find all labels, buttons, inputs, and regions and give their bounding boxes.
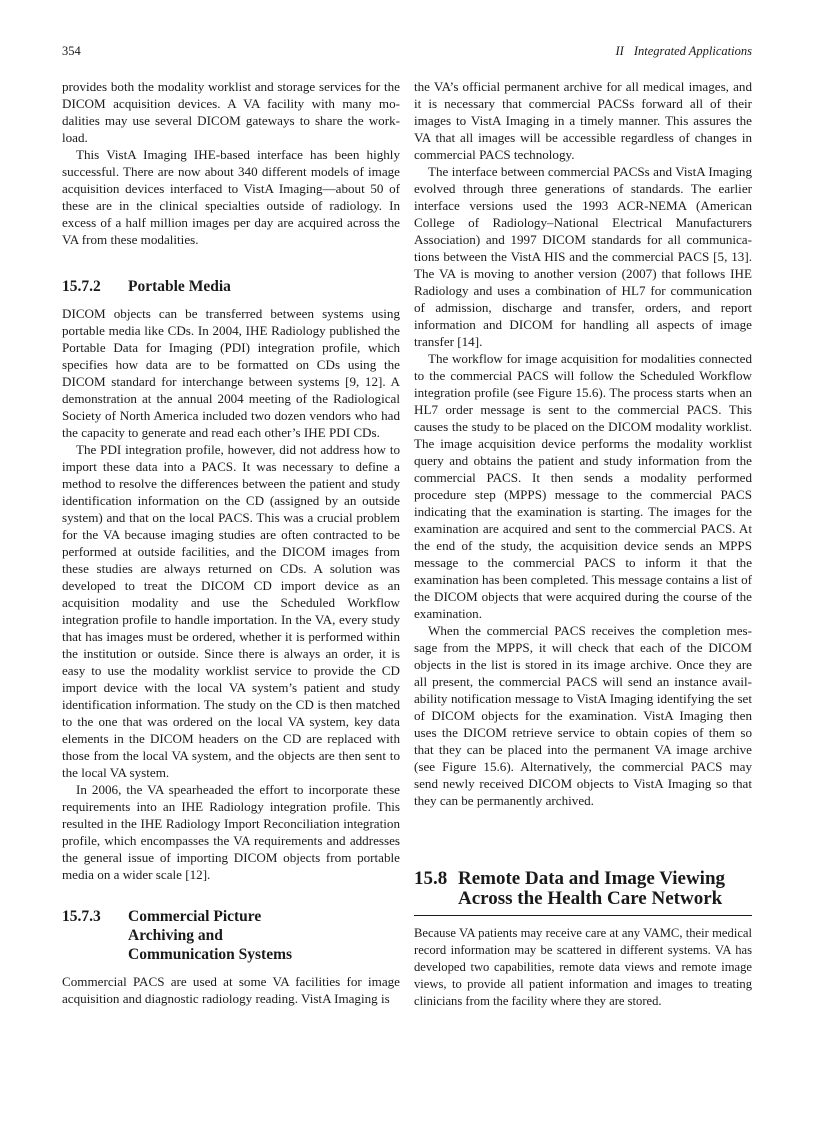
section-number: 15.7.2	[62, 278, 101, 295]
paragraph: The workflow for image acquisition for modalities connected to the commercial PACS will follow the Scheduled Workflow integration profile (see Figure 15.6). The process starts when an HL7 order message is sent to the commercial PACS. This causes the study to be placed on the DICOM modality worklist. The image acquisition device performs the modality worklist query and obtains the patient and study information from the commercial PACS. It then sends a modality performed procedure step (MPPS) message to the commercial PACS indicating that the examination is starting. The images for the examination are acquired and sent to the commercial PACS. At the end of the study, the acquisition device sends an MPPS message to the commercial PACS to inform it that the examination has been completed. This message contains a list of the DICOM objects that were acquired during the course of the examination.	[414, 351, 752, 621]
paragraph: Commercial PACS are used at some VA facilities for image acquisition and diagnostic radiology reading. VistA Imaging is	[62, 974, 400, 1006]
section-title: Commercial Picture Archiving and Communication Systems	[128, 908, 293, 963]
section-heading-15-8	[414, 869, 752, 916]
paragraph: the VA’s official permanent archive for all medical images, and it is necessary that commercial PACSs forward all of their images to VistA Imaging in a timely manner. This assures the VA that all images will be accessible regardless of changes in commercial PACS technology.	[414, 79, 752, 162]
part-title-text: Integrated Applications	[633, 44, 752, 58]
section-heading-15-7-3	[62, 907, 400, 964]
section-number: 15.7.3	[62, 908, 101, 925]
paragraph: When the commercial PACS receives the completion message from the MPPS, it will check that each of the DICOM objects in the list is stored in its image archive. Once they are all present, the commercial PACS will send an instance availability notification message to VistA Imaging identifying the set of DICOM objects for the examination. VistA Imaging then uses the DICOM retrieve service to obtain copies of them so that they can be placed into the permanent VA image archive (see Figure 15.6). Alternatively, the commercial PACS may send newly received DICOM objects to VistA Imaging so that they can be permanently archived.	[414, 623, 752, 808]
page-number: 354	[62, 44, 81, 58]
paragraph: The interface between commercial PACSs and VistA Imaging evolved through three generations of standards. The earlier interface versions used the 1993 ACR-NEMA (American College of Radiology–National Electrical Manufacturers Association) and 1997 DICOM standards for all communications between the VistA HIS and the commercial PACS [5, 13]. The VA is moving to another version (2007) that follows IHE Radiology and uses a combination of HL7 for communication of admission, discharge and transfer, orders, and report information and DICOM for handling all aspects of image transfer [14].	[414, 164, 752, 349]
part-title	[616, 44, 753, 59]
section-title: Remote Data and Image Viewing Across the Health Care Network	[458, 868, 726, 909]
paragraph: Because VA patients may receive care at any VAMC, their medical record information may be scattered in different systems. VA has developed two capabilities, remote data views and remote image views, to provide all patient information and images to treating clinicians from the facility where they are stored.	[414, 926, 752, 1008]
right-column	[414, 78, 752, 1010]
section-number: 15.8	[414, 868, 448, 889]
section-title: Portable Media	[128, 278, 231, 295]
paragraph: provides both the modality worklist and storage services for the DICOM acquisition devices. A VA facility with many modalities may use several DICOM gateways to share the workload.	[62, 79, 400, 145]
running-head	[62, 44, 752, 62]
paragraph: This VistA Imaging IHE-based interface has been highly successful. There are now about 340 different models of image acquisition devices interfaced to VistA Imaging—about 50 of these are in the clinical specialties outside of radiology. In excess of a half million images per day are acquired across the VA from these modalities.	[62, 147, 400, 247]
section-heading-15-7-2	[62, 277, 400, 296]
part-roman-numeral: II	[615, 44, 624, 58]
paragraph: The PDI integration profile, however, did not address how to import these data into a PACS. It was necessary to define a method to resolve the differences between the patient and study identification information on the CD (assigned by an outside system) and that on the local PACS. This was a crucial problem for the VA because imaging studies are often contracted to be performed at outside facilities, and the DICOM images from these studies are always returned on CDs. A solution was developed to treat the DICOM CD import device as an acquisition modality and use the Scheduled Workflow integration profile to handle importation. In the VA, every study that has images must be ordered, whether it is performed within the institution or outside. Since there is always an order, it is easy to use the modality worklist service to provide the CD import device with the local VA system’s patient and study identification information. The study on the CD is then matched to the one that was ordered on the local VA system, key data elements in the DICOM headers on the CD are replaced with those from the local VA system, and the objects are then sent to the local VA system.	[62, 442, 400, 780]
paragraph: DICOM objects can be transferred between systems using portable media like CDs. In 2004, IHE Radiology published the Portable Data for Imaging (PDI) integration profile, which specifies how data are to be formatted on CDs using the DICOM standard for interchange between systems [9, 12]. A demonstration at the annual 2004 meeting of the Radiological Society of North America included two dozen vendors who had the capacity to generate and read each other’s IHE PDI CDs.	[62, 306, 400, 440]
left-column	[62, 78, 400, 1007]
paragraph: In 2006, the VA spearheaded the effort to incorporate these requirements into an IHE Radiology integration profile. This resulted in the IHE Radiology Import Reconciliation integration profile, which encompasses the VA requirements and addresses the general issue of importing DICOM objects from portable media on a wider scale [12].	[62, 782, 400, 882]
